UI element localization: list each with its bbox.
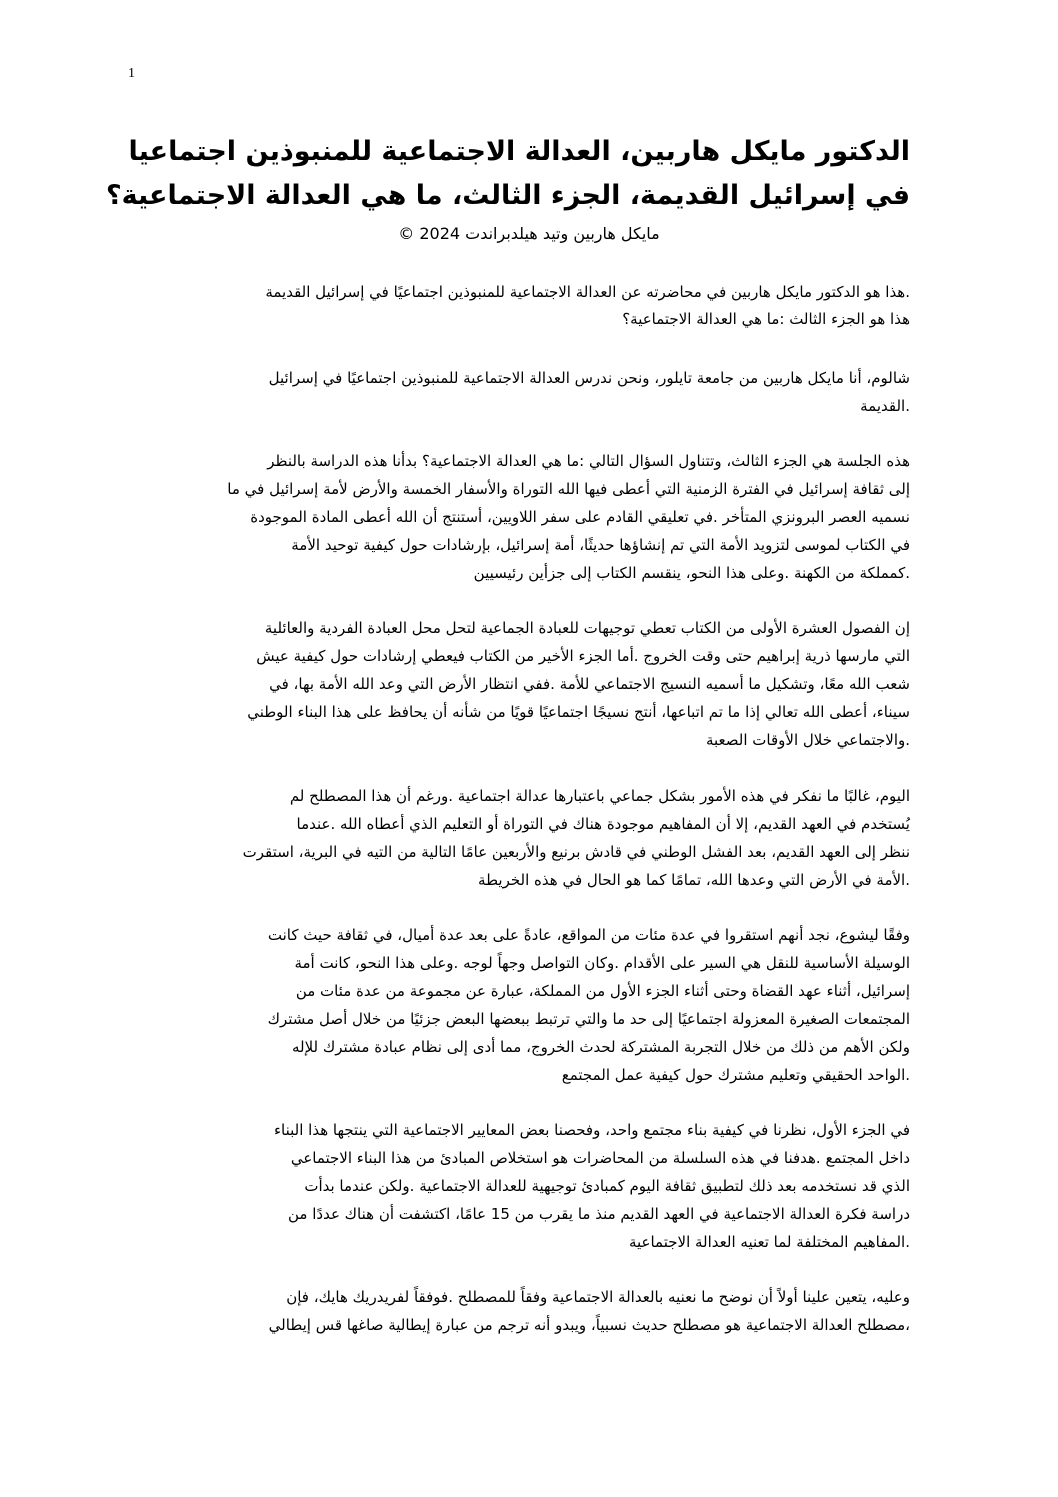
page-number: 1 <box>128 66 135 81</box>
text-line: دراسة فكرة العدالة الاجتماعية في العهد القديم منذ ما يقرب من 15 عامًا، اكتشفت أن هناك عددًا من <box>288 1205 910 1223</box>
text-line: الوسيلة الأساسية للنقل هي السير على الأقدام .وكان التواصل وجهاً لوجه .وعلى هذا النحو، كانت أمة <box>294 954 910 972</box>
text-line: وفقًا ليشوع، نجد أنهم استقروا في عدة مئات من المواقع، عادةً على بعد عدة أميال، في ثقافة حيث كانت <box>267 926 910 944</box>
text-line: ،مصطلح العدالة الاجتماعية هو مصطلح حديث نسبياً، ويبدو أنه ترجم من عبارة إيطالية صاغها قس إيطالي <box>268 1316 910 1334</box>
document-title-line-2: في إسرائيل القديمة، الجزء الثالث، ما هي العدالة الاجتماعية؟ <box>105 180 910 211</box>
text-line: وعليه، يتعين علينا أولاً أن نوضح ما نعنيه بالعدالة الاجتماعية وفقاً للمصطلح .فوفقاً لفريدريك هايك، فإن <box>286 1288 910 1306</box>
text-line: سيناء، أعطى الله تعالي إذا ما تم اتباعها، أنتج نسيجًا اجتماعيًا قويًا من شأنه أن يحافظ على هذا البناء الوطني <box>247 703 910 721</box>
text-line: .الواحد الحقيقي وتعليم مشترك حول كيفية عمل المجتمع <box>561 1066 910 1084</box>
text-line: في الجزء الأول، نظرنا في كيفية بناء مجتمع واحد، وفحصنا بعض المعايير الاجتماعية التي ينتجها هذا البناء <box>273 1121 910 1139</box>
text-line: المجتمعات الصغيرة المعزولة اجتماعيًا إلى حد ما والتي ترتبط ببعضها البعض جزئيًا من خلال أصل مشترك <box>267 1010 910 1028</box>
text-line: إسرائيل، أثناء عهد القضاة وحتى أثناء الجزء الأول من المملكة، عبارة عن مجموعة من عدة مئات من <box>295 982 910 1000</box>
text-line: .المفاهيم المختلفة لما تعنيه العدالة الاجتماعية <box>628 1233 910 1251</box>
text-line: .القديمة <box>860 397 910 415</box>
text-line: يُستخدم في العهد القديم، إلا أن المفاهيم موجودة هناك في التوراة أو التعليم الذي أعطاه الله .عندما <box>296 815 910 833</box>
text-line: .كمملكة من الكهنة .وعلى هذا النحو، ينقسم الكتاب إلى جزأين رئيسيين <box>473 564 910 582</box>
text-line: الذي قد نستخدمه بعد ذلك لتطبيق ثقافة اليوم كمبادئ توجيهية للعدالة الاجتماعية .ولكن عندما بدأت <box>304 1177 910 1195</box>
text-line: ننظر إلى العهد القديم، بعد الفشل الوطني في قادش برنيع والأربعين عامًا التالية من التيه في البرية، استقرت <box>242 843 910 861</box>
text-line: شعب الله معًا، وتشكيل ما أسميه النسيج الاجتماعي للأمة .ففي انتظار الأرض التي وعد الله الأمة بها، في <box>269 675 910 693</box>
text-line: .الأمة في الأرض التي وعدها الله، تمامًا كما هو الحال في هذه الخريطة <box>478 871 910 889</box>
text-line: التي مارسها ذرية إبراهيم حتى وقت الخروج .أما الجزء الأخير من الكتاب فيعطي إرشادات حول كيفية عيش <box>256 647 910 665</box>
text-line: هذا هو الجزء الثالث :ما هي العدالة الاجتماعية؟ <box>622 310 910 328</box>
text-line: .هذا هو الدكتور مايكل هاربين في محاضرته عن العدالة الاجتماعية للمنبوذين اجتماعيًا في إسرائيل القديمة <box>265 283 910 301</box>
text-line: هذه الجلسة هي الجزء الثالث، وتتناول السؤال التالي :ما هي العدالة الاجتماعية؟ بدأنا هذه الدراسة بالنظر <box>267 452 910 470</box>
text-line: في الكتاب لموسى لتزويد الأمة التي تم إنشاؤها حديثًا، أمة إسرائيل، بإرشادات حول كيفية توحيد الأمة <box>291 536 910 554</box>
text-line: .والاجتماعي خلال الأوقات الصعبة <box>705 731 910 749</box>
text-line: اليوم، غالبًا ما نفكر في هذه الأمور بشكل جماعي باعتبارها عدالة اجتماعية .ورغم أن هذا المصطلح لم <box>289 787 910 805</box>
text-line: نسميه العصر البرونزي المتأخر .في تعليقي القادم على سفر اللاويين، أستنتج أن الله أعطى المادة الموجودة <box>250 508 910 526</box>
text-line: شالوم، أنا مايكل هاربين من جامعة تايلور، ونحن ندرس العدالة الاجتماعية للمنبوذين اجتماعيًا في إسرائيل <box>268 369 910 387</box>
document-title-line-1: الدكتور مايكل هاربين، العدالة الاجتماعية للمنبوذين اجتماعيا <box>128 136 910 167</box>
copyright-line: مايكل هاربين وتيد هيلدبراندت 2024 © <box>398 224 660 243</box>
text-line: إلى ثقافة إسرائيل في الفترة الزمنية التي أعطى فيها الله التوراة والأسفار الخمسة والأرض لأمة إسرائيل في ما <box>227 480 910 498</box>
text-line: ولكن الأهم من ذلك من خلال التجربة المشتركة لحدث الخروج، مما أدى إلى نظام عبادة مشترك للإله <box>291 1038 910 1056</box>
text-line: إن الفصول العشرة الأولى من الكتاب تعطي توجيهات للعبادة الجماعية لتحل محل العبادة الفردية والعائلية <box>264 619 910 637</box>
text-line: داخل المجتمع .هدفنا في هذه السلسلة من المحاضرات هو استخلاص المبادئ من هذا البناء الاجتماعي <box>290 1149 910 1167</box>
